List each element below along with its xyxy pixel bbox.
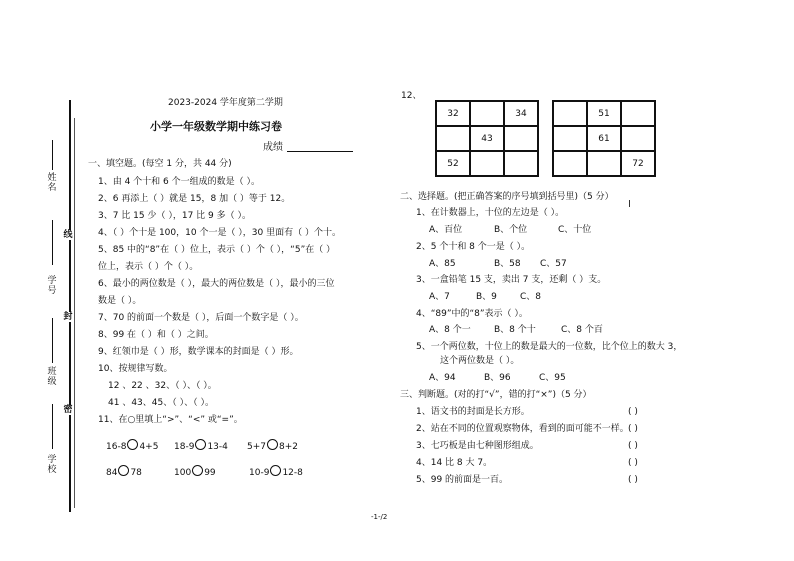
margin-name-label: 姓名 — [47, 173, 57, 193]
grid-cell[interactable] — [587, 151, 621, 176]
margin-school-label: 学校 — [47, 455, 57, 475]
score-blank — [287, 142, 353, 152]
score-label: 成绩 — [263, 142, 283, 153]
margin-class-line — [52, 318, 53, 363]
binding-line — [69, 100, 71, 512]
judge-paren[interactable]: ( ) — [628, 441, 638, 451]
choice-option[interactable]: B、9 — [476, 292, 497, 302]
compare-circle[interactable] — [267, 439, 278, 450]
grid-cell[interactable]: 34 — [504, 101, 538, 126]
question: 位上，表示（ ）个（ ）。 — [98, 262, 199, 272]
choice-option[interactable]: B、8 个十 — [494, 325, 536, 335]
question: 6、最小的两位数是（ ），最大的两位数是（ ），最小的三位 — [98, 279, 335, 289]
compare-circle[interactable] — [127, 439, 138, 450]
choice-option[interactable]: B、个位 — [494, 225, 528, 235]
page-number: -1-/2 — [371, 513, 388, 521]
compare-item: 100 99 — [174, 465, 216, 479]
stray-mark — [629, 200, 630, 207]
choice-question: 2、5 个十和 8 个一是（ ）。 — [416, 242, 531, 252]
compare-item: 18-9 13-4 — [174, 439, 228, 453]
question: 12 、22 、32、（ ）、（ ）。 — [108, 381, 217, 391]
judge-item: 3、七巧板是由七种图形组成。 — [416, 441, 539, 451]
grid-cell[interactable] — [553, 151, 587, 176]
judge-item: 5、99 的前面是一百。 — [416, 475, 509, 485]
number-grid-2 — [552, 100, 656, 177]
grid-cell[interactable] — [553, 126, 587, 151]
grid-cell[interactable]: 52 — [436, 151, 470, 176]
margin-seal-label: 封 — [63, 312, 73, 322]
score-line — [263, 142, 353, 154]
margin-id-line — [52, 220, 53, 265]
judge-paren[interactable]: ( ) — [628, 407, 638, 417]
question: 8、99 在（ ）和（ ）之间。 — [98, 330, 214, 340]
question: 4、（ ）个十是 100，10 个一是（ ），30 里面有（ ）个十。 — [98, 228, 341, 238]
compare-circle[interactable] — [270, 465, 281, 476]
choice-option[interactable]: B、58 — [494, 259, 521, 269]
margin-line-label: 线 — [63, 230, 73, 240]
question12-label: 12、 — [401, 91, 422, 101]
grid-cell[interactable]: 61 — [587, 126, 621, 151]
grid-cell[interactable] — [470, 101, 504, 126]
choice-option[interactable]: A、百位 — [429, 225, 463, 235]
page-title: 小学一年级数学期中练习卷 — [150, 120, 282, 133]
section2-title: 二、选择题。(把正确答案的序号填到括号里)（5 分） — [400, 192, 614, 202]
question: 7、70 的前面一个数是（ ），后面一个数字是（ ）。 — [98, 313, 304, 323]
margin-school-line — [52, 404, 53, 449]
choice-option[interactable]: B、96 — [484, 373, 511, 383]
question: 9、红领巾是（ ）形，数学课本的封面是（ ）形。 — [98, 347, 299, 357]
compare-item: 5+7 8+2 — [247, 439, 298, 453]
year-line: 2023-2024 学年度第二学期 — [168, 98, 283, 108]
question: 2、6 再添上（ ）就是 15，8 加（ ）等于 12。 — [98, 194, 291, 204]
choice-question: 4、“89”中的“8”表示（ ）。 — [416, 309, 528, 319]
compare-item: 10-9 12-8 — [249, 465, 303, 479]
choice-option[interactable]: A、94 — [429, 373, 456, 383]
choice-option[interactable]: A、8 个一 — [429, 325, 471, 335]
choice-question: 1、在计数器上，十位的左边是（ ）。 — [416, 208, 565, 218]
question: 1、由 4 个十和 6 个一组成的数是（ ）。 — [98, 177, 260, 187]
compare-circle[interactable] — [195, 439, 206, 450]
choice-option[interactable]: C、十位 — [558, 225, 592, 235]
margin-secret-label: 密 — [63, 405, 73, 415]
compare-circle[interactable] — [118, 465, 129, 476]
choice-option[interactable]: C、8 — [520, 292, 542, 302]
section3-title: 三、判断题。(对的打“√”，错的打“×”)（5 分） — [400, 390, 592, 400]
margin-class-label: 班级 — [47, 367, 57, 387]
grid-cell[interactable] — [621, 126, 655, 151]
grid-cell[interactable] — [504, 126, 538, 151]
choice-option[interactable]: C、57 — [540, 259, 567, 269]
choice-option[interactable]: A、7 — [429, 292, 450, 302]
question: 10、按规律写数。 — [98, 364, 173, 374]
compare-item: 84 78 — [106, 465, 142, 479]
grid-cell[interactable]: 51 — [587, 101, 621, 126]
question: 数是（ ）。 — [98, 296, 142, 306]
choice-question-cont: 这个两位数是（ ）。 — [440, 356, 520, 366]
grid-cell[interactable] — [436, 126, 470, 151]
grid-cell[interactable]: 72 — [621, 151, 655, 176]
question: 11、在○里填上“>”、“<” 或“=”。 — [98, 415, 243, 425]
choice-question: 3、一盒铅笔 15 支，卖出 7 支，还剩（ ）支。 — [416, 275, 607, 285]
number-grid-1 — [435, 100, 539, 177]
choice-option[interactable]: C、95 — [539, 373, 566, 383]
choice-option[interactable]: A、85 — [429, 259, 456, 269]
question: 41 、43、45、（ ）、（ ）。 — [108, 398, 214, 408]
question: 5、85 中的“8”在（ ）位上，表示（ ）个（ ），“5”在（ ） — [98, 245, 336, 255]
choice-question: 5、一个两位数，十位上的数是最大的一位数，比个位上的数大 3， — [416, 342, 683, 352]
margin-name-line — [52, 140, 53, 170]
judge-paren[interactable]: ( ) — [628, 475, 638, 485]
judge-paren[interactable]: ( ) — [628, 458, 638, 468]
grid-cell[interactable] — [553, 101, 587, 126]
compare-item: 16-8 4+5 — [106, 439, 158, 453]
binding-line-thin — [74, 118, 75, 508]
judge-paren[interactable]: ( ) — [628, 424, 638, 434]
judge-item: 2、站在不同的位置观察物体，看到的面可能不一样。 — [416, 424, 629, 434]
grid-cell[interactable]: 43 — [470, 126, 504, 151]
choice-option[interactable]: C、8 个百 — [561, 325, 603, 335]
judge-item: 1、语文书的封面是长方形。 — [416, 407, 530, 417]
grid-cell[interactable] — [621, 101, 655, 126]
grid-cell[interactable] — [470, 151, 504, 176]
section1-title: 一、填空题。(每空 1 分，共 44 分) — [88, 159, 232, 169]
grid-cell[interactable] — [504, 151, 538, 176]
grid-cell[interactable]: 32 — [436, 101, 470, 126]
question: 3、7 比 15 少（ ），17 比 9 多（ ）。 — [98, 211, 251, 221]
compare-circle[interactable] — [192, 465, 203, 476]
judge-item: 4、14 比 8 大 7。 — [416, 458, 493, 468]
margin-id-label: 学号 — [47, 276, 57, 296]
